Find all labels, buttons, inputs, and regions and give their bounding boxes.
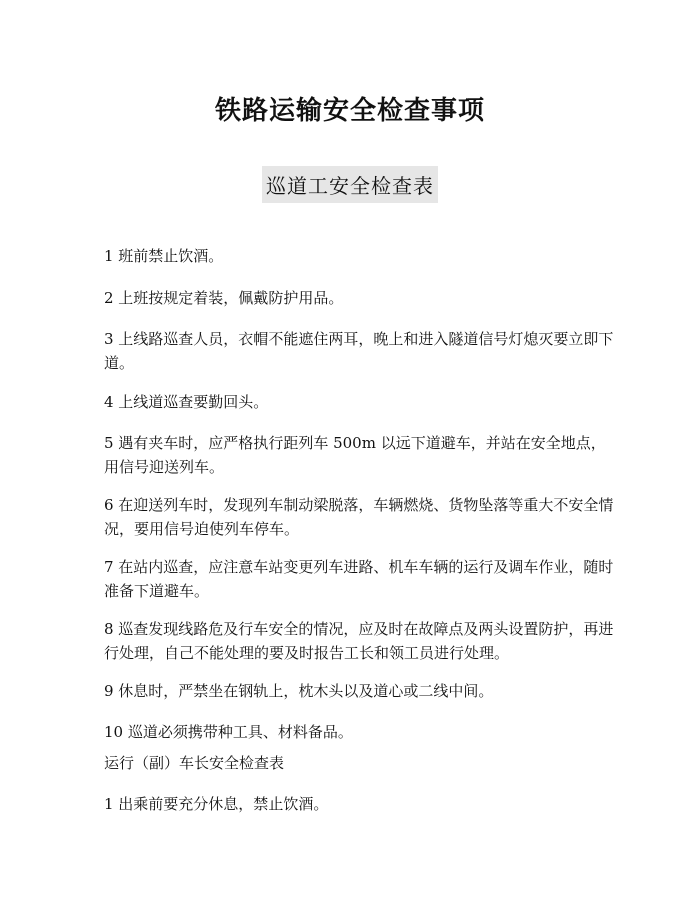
section-title-container — [0, 166, 700, 203]
checklist-item: 1 出乘前要充分休息，禁止饮酒。 — [104, 795, 329, 813]
checklist-item: 3 上线路巡查人员，衣帽不能遮住两耳，晚上和进入隧道信号灯熄灭要立即下道。 — [104, 330, 614, 372]
checklist-item: 1 班前禁止饮酒。 — [104, 247, 224, 265]
document-title: 铁路运输安全检查事项 — [214, 96, 485, 126]
checklist-item: 8 巡查发现线路危及行车安全的情况，应及时在故障点及两头设置防护，再进行处理，自己不能处理的要及时报告工长和领工员进行处理。 — [104, 620, 614, 662]
checklist-item: 5 遇有夹车时，应严格执行距列车 500m 以远下道避车，并站在安全地点，用信号迎送列车。 — [104, 434, 606, 476]
checklist-item: 9 休息时，严禁坐在钢轨上，枕木头以及道心或二线中间。 — [104, 682, 494, 700]
second-section-title: 运行（副）车长安全检查表 — [104, 754, 285, 772]
section-title: 巡道工安全检查表 — [262, 166, 438, 203]
checklist-item: 6 在迎送列车时，发现列车制动梁脱落，车辆燃烧、货物坠落等重大不安全情况，要用信号迫使列车停车。 — [104, 496, 614, 538]
checklist-item: 4 上线道巡查要勤回头。 — [104, 393, 269, 411]
checklist-item: 10 巡道必须携带种工具、材料备品。 — [104, 723, 353, 741]
checklist-item: 7 在站内巡查，应注意车站变更列车进路、机车车辆的运行及调车作业，随时准备下道避车。 — [104, 558, 614, 600]
checklist-item: 2 上班按规定着装，佩戴防护用品。 — [104, 289, 344, 307]
